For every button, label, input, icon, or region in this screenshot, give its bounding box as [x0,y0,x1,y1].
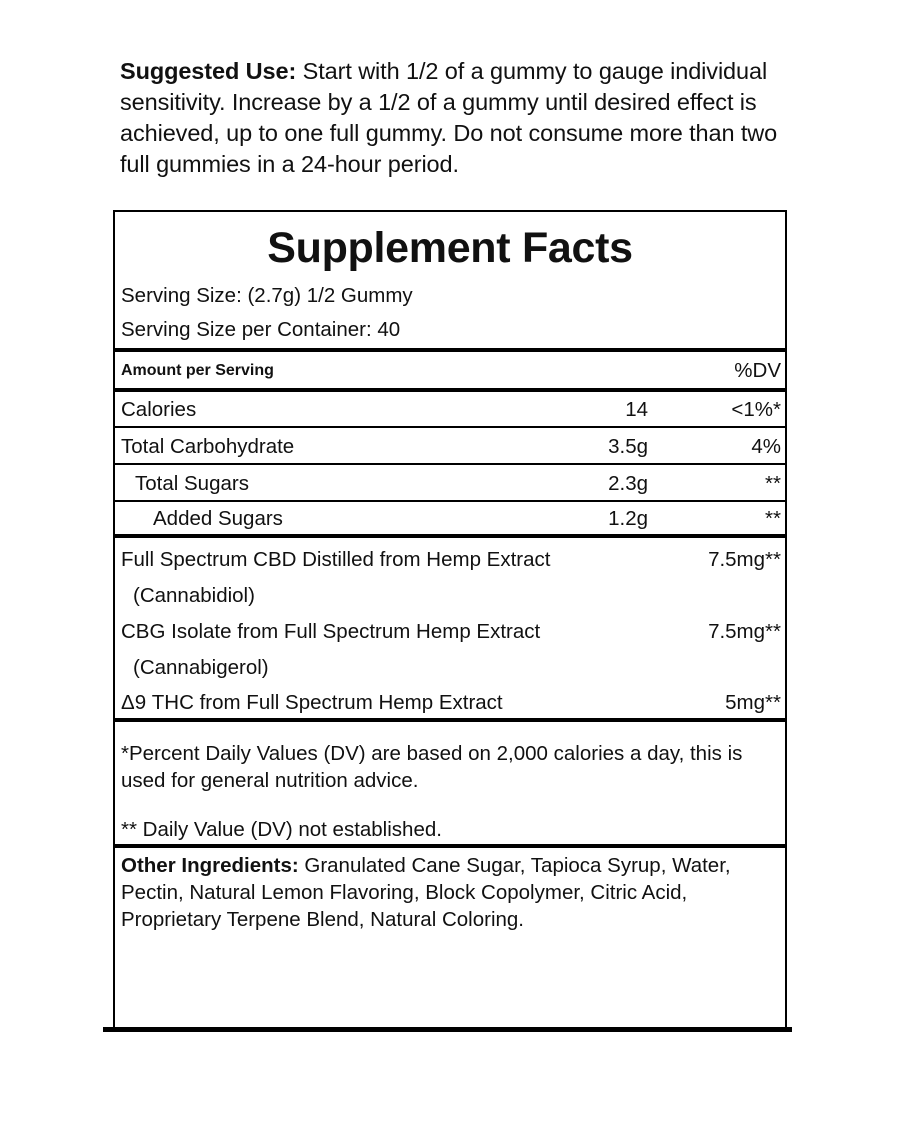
divider-thick [115,348,785,352]
other-ingredients-label: Other Ingredients: [121,854,299,877]
active-sub-label: (Cannabidiol) [133,584,255,607]
nutrient-label: Added Sugars [153,507,283,530]
active-sub-label: (Cannabigerol) [133,656,269,679]
nutrient-row [121,432,781,462]
active-amount: 7.5mg** [708,620,781,643]
serving-size: Serving Size: (2.7g) 1/2 Gummy [121,284,413,307]
panel-title: Supplement Facts [267,224,633,272]
amount-per-serving-label: Amount per Serving [121,362,274,379]
divider-thick [115,388,785,392]
nutrient-row [121,469,781,499]
suggested-use-label: Suggested Use: [120,58,297,84]
nutrient-amount: 1.2g [608,507,648,530]
dv-header: %DV [734,359,781,382]
footnote-not-established: ** Daily Value (DV) not established. [121,818,442,841]
active-row [121,545,781,575]
divider-thick [115,718,785,722]
nutrient-label: Calories [121,398,197,421]
active-label: CBG Isolate from Full Spectrum Hemp Extract [121,620,541,643]
divider-thick [115,844,785,848]
nutrient-row [121,504,781,534]
supplement-facts-panel [113,210,787,1030]
active-amount: 7.5mg** [708,548,781,571]
nutrient-dv: ** [765,472,781,495]
other-ingredients-text: Granulated Cane Sugar, Tapioca Syrup, Water, Pectin, Natural Lemon Flavoring, Block Copolymer, Citric Acid, Proprietary Terpene Blend, Natural Coloring. [121,854,731,931]
suggested-use [120,56,780,180]
divider [115,463,785,465]
divider [115,426,785,428]
nutrient-amount: 3.5g [608,435,648,458]
amount-header [121,356,781,386]
footnote-dv: *Percent Daily Values (DV) are based on 2,000 calories a day, this is used for general nutrition advice. [121,742,743,792]
bottom-rule [103,1027,792,1032]
active-subrow [121,653,781,683]
nutrient-amount: 2.3g [608,472,648,495]
nutrient-amount: 14 [625,398,648,421]
active-label: Full Spectrum CBD Distilled from Hemp Extract [121,548,551,571]
nutrient-dv: 4% [751,435,781,458]
nutrient-label: Total Sugars [135,472,249,495]
active-amount: 5mg** [725,691,781,714]
suggested-use-text: Start with 1/2 of a gummy to gauge individual sensitivity. Increase by a 1/2 of a gummy until desired effect is achieved, up to one full gummy. Do not consume more than two full gummies in a 24-hour period. [120,58,778,177]
nutrient-label: Total Carbohydrate [121,435,295,458]
nutrient-dv: <1%* [731,398,781,421]
active-row [121,617,781,647]
nutrient-dv: ** [765,507,781,530]
servings-per-container: Serving Size per Container: 40 [121,318,401,341]
divider [115,500,785,502]
active-subrow [121,581,781,611]
other-ingredients [121,852,781,933]
active-row [121,688,781,718]
nutrient-row [121,395,781,425]
divider-thick [115,534,785,538]
active-label: Δ9 THC from Full Spectrum Hemp Extract [121,691,503,714]
